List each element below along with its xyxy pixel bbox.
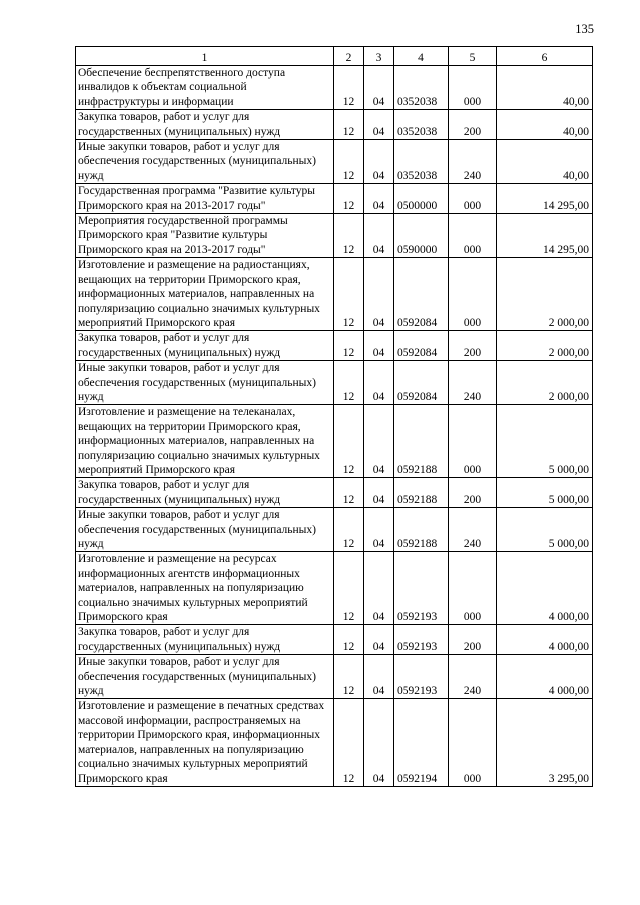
expense-type-code: 240 bbox=[449, 361, 497, 405]
target-code: 0352038 bbox=[394, 110, 449, 140]
item-name: Закупка товаров, работ и услуг для государственных (муниципальных) нужд bbox=[76, 331, 334, 361]
item-name: Иные закупки товаров, работ и услуг для обеспечения государственных (муниципальных) нужд bbox=[76, 508, 334, 552]
amount: 4 000,00 bbox=[497, 625, 593, 655]
table-row bbox=[76, 110, 593, 140]
table-row bbox=[76, 258, 593, 331]
subsection-code: 04 bbox=[364, 331, 394, 361]
amount: 5 000,00 bbox=[497, 508, 593, 552]
section-code: 12 bbox=[334, 625, 364, 655]
subsection-code: 04 bbox=[364, 625, 394, 655]
table-row bbox=[76, 184, 593, 214]
subsection-code: 04 bbox=[364, 140, 394, 184]
table-row bbox=[76, 625, 593, 655]
item-name: Иные закупки товаров, работ и услуг для обеспечения государственных (муниципальных) нужд bbox=[76, 361, 334, 405]
target-code: 0592193 bbox=[394, 655, 449, 699]
table-row bbox=[76, 140, 593, 184]
item-name: Изготовление и размещение на ресурсах информационных агентств информационных материалов, направленных на популяризацию социально значимых культурных мероприятий Приморского края bbox=[76, 552, 334, 625]
expense-type-code: 000 bbox=[449, 214, 497, 258]
amount: 2 000,00 bbox=[497, 361, 593, 405]
section-code: 12 bbox=[334, 258, 364, 331]
target-code: 0500000 bbox=[394, 184, 449, 214]
subsection-code: 04 bbox=[364, 699, 394, 786]
column-header: 1 bbox=[76, 47, 334, 66]
amount: 2 000,00 bbox=[497, 258, 593, 331]
target-code: 0592084 bbox=[394, 258, 449, 331]
expense-type-code: 000 bbox=[449, 258, 497, 331]
expense-type-code: 240 bbox=[449, 508, 497, 552]
amount: 40,00 bbox=[497, 140, 593, 184]
item-name: Закупка товаров, работ и услуг для государственных (муниципальных) нужд bbox=[76, 110, 334, 140]
amount: 3 295,00 bbox=[497, 699, 593, 786]
expense-type-code: 240 bbox=[449, 140, 497, 184]
amount: 5 000,00 bbox=[497, 405, 593, 478]
item-name: Изготовление и размещение в печатных средствах массовой информации, распространяемых на территории Приморского края, информационных материалов, направленных на популяризацию социально значимых культурных мероприятий Приморского края bbox=[76, 699, 334, 786]
table-row bbox=[76, 214, 593, 258]
target-code: 0592188 bbox=[394, 405, 449, 478]
table-row bbox=[76, 508, 593, 552]
expense-type-code: 200 bbox=[449, 478, 497, 508]
page-number: 135 bbox=[575, 22, 594, 36]
amount: 40,00 bbox=[497, 66, 593, 110]
target-code: 0592194 bbox=[394, 699, 449, 786]
item-name: Иные закупки товаров, работ и услуг для обеспечения государственных (муниципальных) нужд bbox=[76, 655, 334, 699]
expense-type-code: 000 bbox=[449, 699, 497, 786]
header-row bbox=[76, 47, 593, 66]
item-name: Иные закупки товаров, работ и услуг для обеспечения государственных (муниципальных) нужд bbox=[76, 140, 334, 184]
amount: 40,00 bbox=[497, 110, 593, 140]
section-code: 12 bbox=[334, 140, 364, 184]
table-row bbox=[76, 655, 593, 699]
section-code: 12 bbox=[334, 361, 364, 405]
subsection-code: 04 bbox=[364, 214, 394, 258]
subsection-code: 04 bbox=[364, 184, 394, 214]
item-name: Изготовление и размещение на телеканалах, вещающих на территории Приморского края, информационных материалов, направленных на популяризацию социально значимых культурных мероприятий Приморского края bbox=[76, 405, 334, 478]
table-row bbox=[76, 331, 593, 361]
subsection-code: 04 bbox=[364, 110, 394, 140]
budget-table bbox=[75, 46, 593, 787]
table-row bbox=[76, 552, 593, 625]
section-code: 12 bbox=[334, 66, 364, 110]
column-header: 4 bbox=[394, 47, 449, 66]
section-code: 12 bbox=[334, 110, 364, 140]
table-row bbox=[76, 66, 593, 110]
column-header: 6 bbox=[497, 47, 593, 66]
subsection-code: 04 bbox=[364, 66, 394, 110]
amount: 14 295,00 bbox=[497, 214, 593, 258]
table-row bbox=[76, 478, 593, 508]
column-header: 5 bbox=[449, 47, 497, 66]
table-row bbox=[76, 361, 593, 405]
target-code: 0592188 bbox=[394, 508, 449, 552]
subsection-code: 04 bbox=[364, 552, 394, 625]
expense-type-code: 000 bbox=[449, 405, 497, 478]
section-code: 12 bbox=[334, 552, 364, 625]
subsection-code: 04 bbox=[364, 508, 394, 552]
subsection-code: 04 bbox=[364, 655, 394, 699]
amount: 5 000,00 bbox=[497, 478, 593, 508]
expense-type-code: 200 bbox=[449, 625, 497, 655]
item-name: Государственная программа "Развитие культуры Приморского края на 2013-2017 годы" bbox=[76, 184, 334, 214]
section-code: 12 bbox=[334, 478, 364, 508]
section-code: 12 bbox=[334, 655, 364, 699]
table-row bbox=[76, 699, 593, 786]
expense-type-code: 200 bbox=[449, 331, 497, 361]
target-code: 0592193 bbox=[394, 552, 449, 625]
item-name: Изготовление и размещение на радиостанциях, вещающих на территории Приморского края, информационных материалов, направленных на популяризацию социально значимых культурных мероприятий Приморского края bbox=[76, 258, 334, 331]
section-code: 12 bbox=[334, 405, 364, 478]
section-code: 12 bbox=[334, 699, 364, 786]
target-code: 0592193 bbox=[394, 625, 449, 655]
expense-type-code: 200 bbox=[449, 110, 497, 140]
section-code: 12 bbox=[334, 184, 364, 214]
subsection-code: 04 bbox=[364, 258, 394, 331]
expense-type-code: 000 bbox=[449, 66, 497, 110]
subsection-code: 04 bbox=[364, 405, 394, 478]
target-code: 0592084 bbox=[394, 331, 449, 361]
target-code: 0352038 bbox=[394, 66, 449, 110]
expense-type-code: 000 bbox=[449, 184, 497, 214]
amount: 14 295,00 bbox=[497, 184, 593, 214]
subsection-code: 04 bbox=[364, 478, 394, 508]
target-code: 0592084 bbox=[394, 361, 449, 405]
section-code: 12 bbox=[334, 508, 364, 552]
expense-type-code: 240 bbox=[449, 655, 497, 699]
section-code: 12 bbox=[334, 331, 364, 361]
section-code: 12 bbox=[334, 214, 364, 258]
expense-type-code: 000 bbox=[449, 552, 497, 625]
target-code: 0592188 bbox=[394, 478, 449, 508]
target-code: 0590000 bbox=[394, 214, 449, 258]
item-name: Закупка товаров, работ и услуг для государственных (муниципальных) нужд bbox=[76, 478, 334, 508]
item-name: Мероприятия государственной программы Приморского края "Развитие культуры Приморского края на 2013-2017 годы" bbox=[76, 214, 334, 258]
amount: 2 000,00 bbox=[497, 331, 593, 361]
item-name: Обеспечение беспрепятственного доступа инвалидов к объектам социальной инфраструктуры и информации bbox=[76, 66, 334, 110]
item-name: Закупка товаров, работ и услуг для государственных (муниципальных) нужд bbox=[76, 625, 334, 655]
amount: 4 000,00 bbox=[497, 655, 593, 699]
target-code: 0352038 bbox=[394, 140, 449, 184]
subsection-code: 04 bbox=[364, 361, 394, 405]
column-header: 2 bbox=[334, 47, 364, 66]
table-row bbox=[76, 405, 593, 478]
column-header: 3 bbox=[364, 47, 394, 66]
amount: 4 000,00 bbox=[497, 552, 593, 625]
